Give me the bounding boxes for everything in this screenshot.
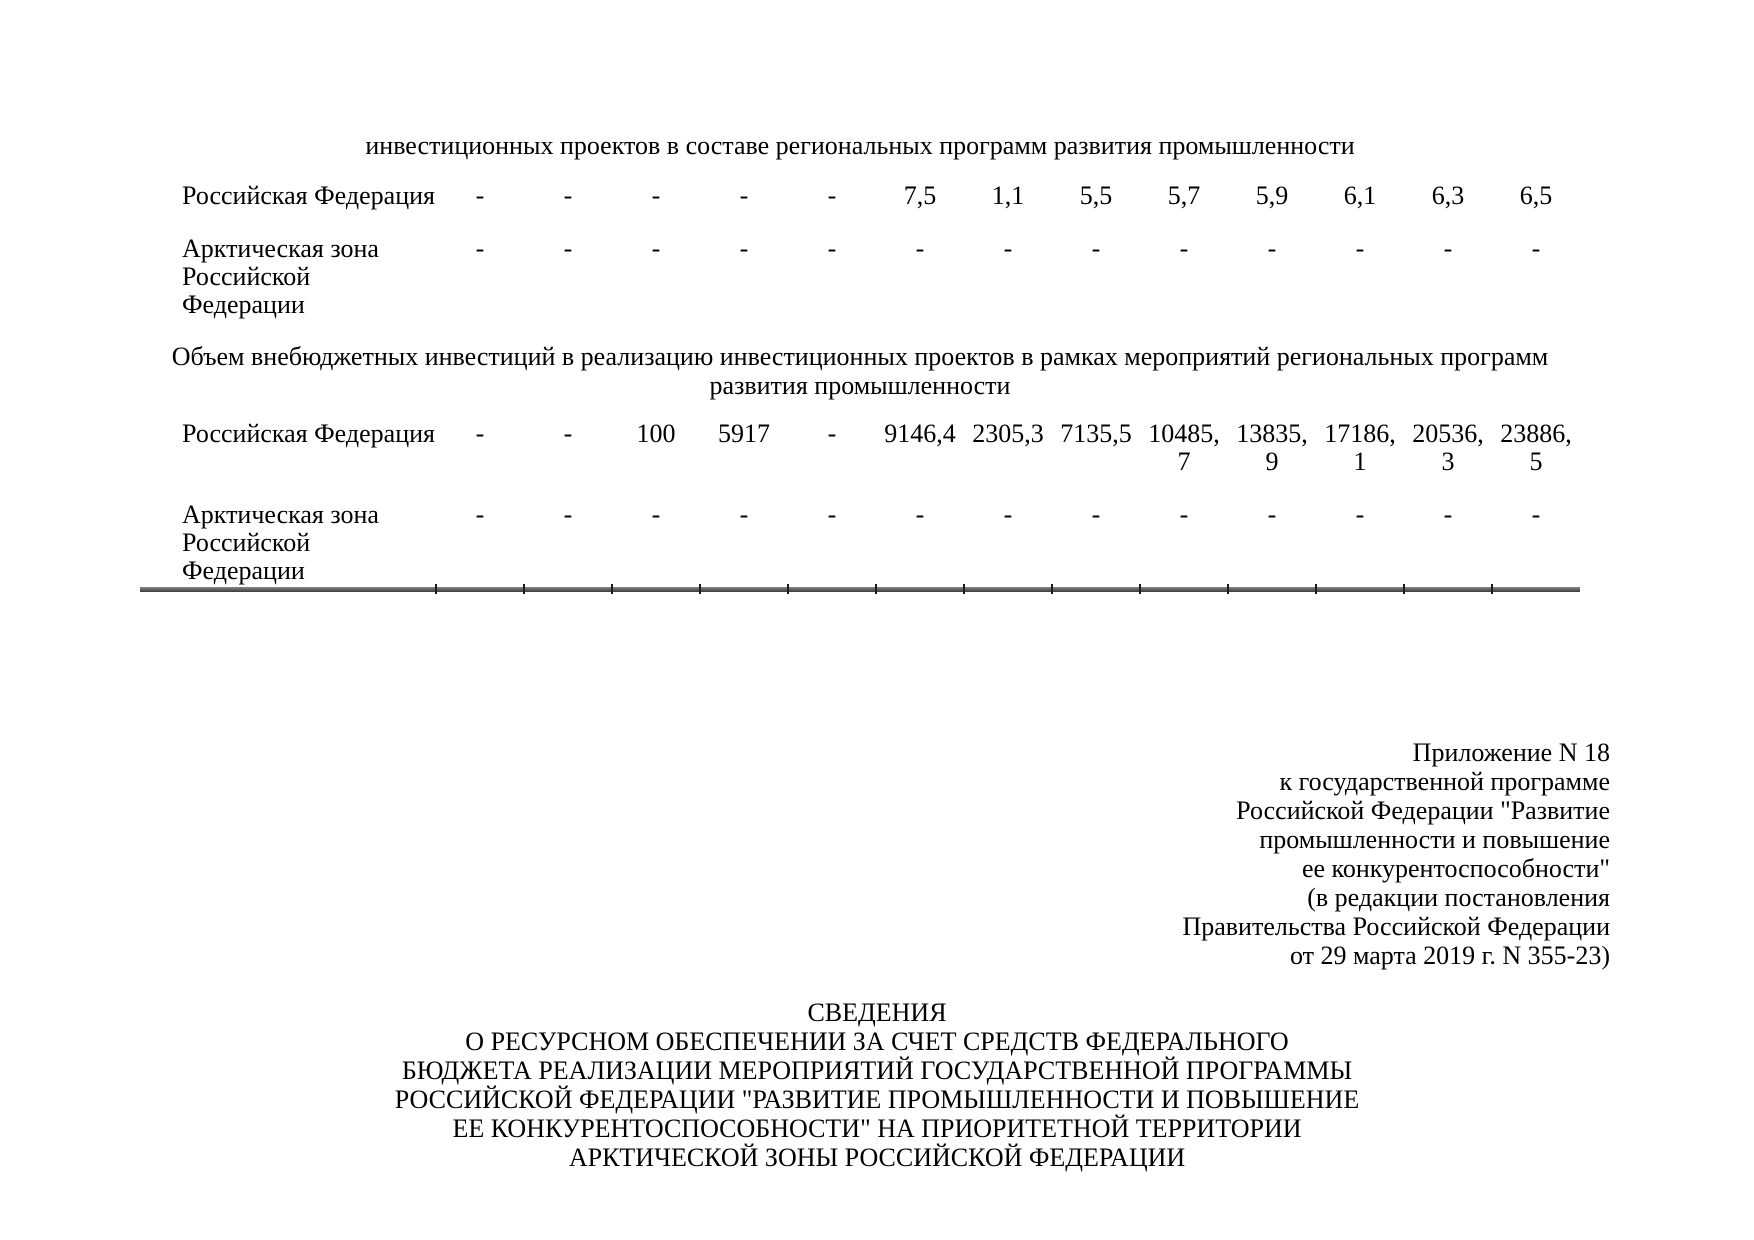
document-title-line: БЮДЖЕТА РЕАЛИЗАЦИИ МЕРОПРИЯТИЙ ГОСУДАРСТВЕННОЙ ПРОГРАММЫ <box>401 1056 1353 1085</box>
value-cell: - <box>1531 234 1541 263</box>
column-divider-tick <box>523 584 525 594</box>
value-cell: 6,3 <box>1431 181 1465 210</box>
column-divider-tick <box>699 584 701 594</box>
value-cell: - <box>1267 500 1277 529</box>
appendix-line: (в редакции постановления <box>1307 883 1610 912</box>
column-divider-tick <box>1315 584 1317 594</box>
column-divider-tick <box>611 584 613 594</box>
document-title-line: СВЕДЕНИЯ <box>807 998 947 1027</box>
table-extrabudgetary-investments <box>140 420 1580 585</box>
value-cell: - <box>475 181 485 210</box>
value-cell: 13835,9 <box>1236 419 1308 476</box>
value-cell: - <box>739 234 749 263</box>
row-label: Арктическая зона Российской Федерации <box>182 234 379 319</box>
value-cell: 20536,3 <box>1412 419 1484 476</box>
value-cell: - <box>563 419 573 448</box>
row-label-cell <box>140 182 436 235</box>
appendix-line: промышленности и повышение <box>1259 825 1610 854</box>
appendix-line: от 29 марта 2019 г. N 355-23) <box>1289 941 1610 970</box>
table-subsection-header: Объем внебюджетных инвестиций в реализацию инвестиционных проектов в рамках мероприятий региональных программ развития промышленности <box>171 342 1549 400</box>
value-cell: 10485,7 <box>1148 419 1220 476</box>
value-cell: - <box>475 234 485 263</box>
appendix-line: ее конкурентоспособности" <box>1301 854 1610 883</box>
value-cell: - <box>563 234 573 263</box>
table-row-russian-federation <box>140 182 1580 235</box>
value-cell: - <box>827 419 837 448</box>
column-divider-tick <box>1139 584 1141 594</box>
value-cell: - <box>827 234 837 263</box>
appendix-reference-block <box>1182 738 1610 970</box>
document-title <box>0 998 1754 1172</box>
value-cell: - <box>1091 234 1101 263</box>
column-divider-tick <box>435 584 437 594</box>
appendix-line: к государственной программе <box>1279 767 1610 796</box>
value-cell: 6,1 <box>1343 181 1377 210</box>
value-cell: - <box>475 500 485 529</box>
column-divider-tick <box>1403 584 1405 594</box>
value-cell: 5,7 <box>1167 181 1201 210</box>
appendix-line: Приложение N 18 <box>1412 738 1610 767</box>
value-cell: 2305,3 <box>972 419 1044 448</box>
value-cell: - <box>1003 500 1013 529</box>
value-cell: - <box>739 181 749 210</box>
column-divider-tick <box>875 584 877 594</box>
row-label: Российская Федерация <box>182 181 435 210</box>
row-label-cell <box>140 501 436 585</box>
value-cell: - <box>827 181 837 210</box>
value-cell: - <box>1355 234 1365 263</box>
table-section-continued-header: инвестиционных проектов в составе региональных программ развития промышленности <box>365 131 1355 160</box>
value-cell: 5,5 <box>1079 181 1113 210</box>
value-cell: - <box>915 500 925 529</box>
value-cell: 100 <box>636 419 676 448</box>
value-cell: - <box>563 181 573 210</box>
value-cell: - <box>651 181 661 210</box>
value-cell: 5917 <box>718 419 770 448</box>
table-row-arctic-zone <box>140 501 1580 585</box>
document-title-line: АРКТИЧЕСКОЙ ЗОНЫ РОССИЙСКОЙ ФЕДЕРАЦИИ <box>568 1143 1186 1172</box>
value-cell: 6,5 <box>1519 181 1553 210</box>
value-cell: - <box>1443 234 1453 263</box>
value-cell: 5,9 <box>1255 181 1289 210</box>
column-divider-tick <box>1227 584 1229 594</box>
value-cell: - <box>739 500 749 529</box>
value-cell: - <box>1179 234 1189 263</box>
value-cell: - <box>563 500 573 529</box>
value-cell: - <box>1355 500 1365 529</box>
column-divider-tick <box>787 584 789 594</box>
row-label: Российская Федерация <box>182 419 435 448</box>
value-cell: - <box>1531 500 1541 529</box>
appendix-line: Правительства Российской Федерации <box>1182 912 1610 941</box>
document-title-line: РОССИЙСКОЙ ФЕДЕРАЦИИ "РАЗВИТИЕ ПРОМЫШЛЕННОСТИ И ПОВЫШЕНИЕ <box>394 1085 1360 1114</box>
value-cell: 23886,5 <box>1500 419 1572 476</box>
value-cell: - <box>651 500 661 529</box>
value-cell: - <box>1091 500 1101 529</box>
value-cell: 9146,4 <box>884 419 956 448</box>
column-divider-tick <box>1491 584 1493 594</box>
table-regional-programs-indicator <box>140 182 1580 319</box>
column-divider-tick <box>963 584 965 594</box>
row-label-cell <box>140 235 436 319</box>
value-cell: - <box>1003 234 1013 263</box>
document-title-line: О РЕСУРСНОМ ОБЕСПЕЧЕНИИ ЗА СЧЕТ СРЕДСТВ ФЕДЕРАЛЬНОГО <box>465 1027 1289 1056</box>
value-cell: - <box>915 234 925 263</box>
value-cell: - <box>1267 234 1277 263</box>
value-cell: - <box>1179 500 1189 529</box>
table-row-russian-federation <box>140 420 1580 501</box>
table-row-arctic-zone <box>140 235 1580 319</box>
value-cell: 1,1 <box>991 181 1025 210</box>
value-cell: - <box>475 419 485 448</box>
row-label-cell <box>140 420 436 501</box>
value-cell: - <box>1443 500 1453 529</box>
value-cell: 7135,5 <box>1060 419 1132 448</box>
value-cell: 7,5 <box>903 181 937 210</box>
value-cell: - <box>827 500 837 529</box>
row-label: Арктическая зона Российской Федерации <box>182 500 379 585</box>
document-title-line: ЕЕ КОНКУРЕНТОСПОСОБНОСТИ" НА ПРИОРИТЕТНОЙ ТЕРРИТОРИИ <box>452 1114 1302 1143</box>
value-cell: - <box>651 234 661 263</box>
table-bottom-rule <box>140 587 1580 592</box>
value-cell: 17186,1 <box>1324 419 1396 476</box>
column-divider-tick <box>1051 584 1053 594</box>
appendix-line: Российской Федерации "Развитие <box>1236 796 1610 825</box>
